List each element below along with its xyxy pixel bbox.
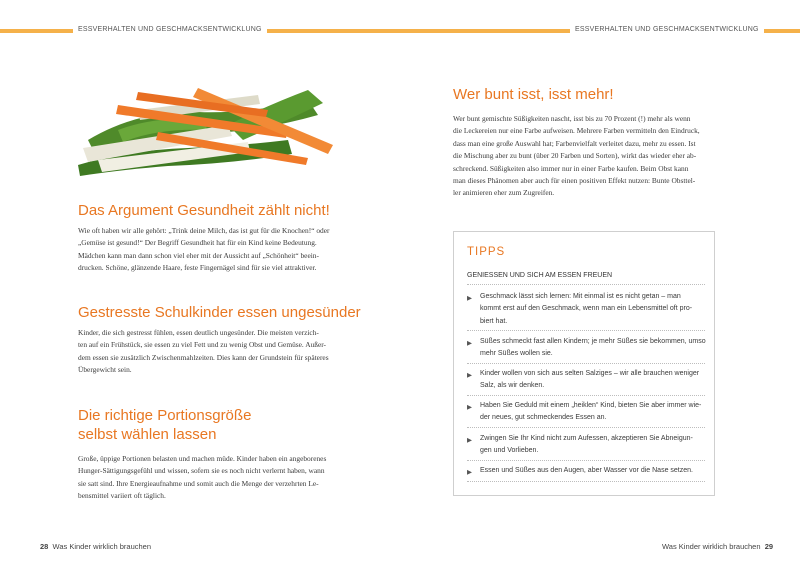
footer-title: Was Kinder wirklich brauchen <box>662 542 761 551</box>
vegetable-sticks-image <box>78 70 354 176</box>
text-line: Süßes schmeckt fast allen Kindern; je mehr Süßes sie bekommen, umso <box>480 338 706 345</box>
triangle-bullet-icon: ▶ <box>467 404 472 411</box>
text-line: dem essen sie zusätzlich Zwischenmahlzeiten. Dies kann der Grundstein für späteres <box>78 352 329 362</box>
title-line: selbst wählen lassen <box>78 426 217 443</box>
triangle-bullet-icon: ▶ <box>467 340 472 347</box>
divider <box>467 460 705 461</box>
text-line: Salz, als wir denken. <box>480 382 545 390</box>
text-line: Wer bunt gemischte Süßigkeiten nascht, isst bis zu 70 Prozent (!) mehr als wenn <box>453 114 691 123</box>
paragraph-gesundheit <box>78 225 329 275</box>
text-line: Mädchen kann man dann schon viel eher mit der Aussicht auf „Schönheit“ beein- <box>78 250 319 260</box>
text-line: mehr Süßes wollen sie. <box>480 350 553 358</box>
triangle-bullet-icon: ▶ <box>467 469 472 476</box>
text-line: Zwingen Sie Ihr Kind nicht zum Aufessen, akzeptieren Sie Abneigun- <box>480 435 693 442</box>
divider <box>467 481 705 482</box>
text-line: Wie oft haben wir alle gehört: „Trink deine Milch, das ist gut für die Knochen!“ oder <box>78 226 330 235</box>
section-title-portionsgroesse <box>78 406 251 444</box>
footer-right <box>662 542 773 551</box>
tips-subtitle: GENIESSEN UND SICH AM ESSEN FREUEN <box>467 272 613 279</box>
tip-item <box>467 465 712 477</box>
text-line: „Gemüse ist gesund!“ Der Begriff Gesundheit hat für ein Kind keine Bedeutung. <box>78 238 317 248</box>
text-line: biert hat. <box>480 317 508 325</box>
text-line: die Leckereien nur eine Farbe aufweisen. Mehrere Farben vermitteln den Eindruck, <box>453 126 700 136</box>
footer-title: Was Kinder wirklich brauchen <box>52 542 152 551</box>
text-line: schreckend. Süßigkeiten also immer nur in einer Farbe kaufen. Beim Obst kann <box>453 163 689 173</box>
tip-item <box>467 400 712 425</box>
tip-item <box>467 336 712 361</box>
title-line: Die richtige Portionsgröße <box>78 407 252 424</box>
paragraph-bunt <box>453 113 700 200</box>
running-header-left: ESSVERHALTEN UND GESCHMACKSENTWICKLUNG <box>73 26 267 33</box>
text-line: sie satt sind. Ihre Energieaufnahme und somit auch die Menge der verzehrten Le- <box>78 478 319 488</box>
text-line: die Mischung aber zu bunt (über 20 Farben und Sorten), wirkt das wieder eher ab- <box>453 151 697 161</box>
paragraph-portionsgroesse <box>78 453 326 503</box>
text-line: Kinder, die sich gestresst fühlen, essen deutlich ungesünder. Die meisten verzich- <box>78 328 319 337</box>
text-line: kommt erst auf den Geschmack, wenn man ein Lebensmittel oft pro- <box>480 305 693 313</box>
footer-left <box>40 542 151 551</box>
tips-title: TIPPS <box>467 246 506 258</box>
paragraph-schulkinder <box>78 327 329 377</box>
triangle-bullet-icon: ▶ <box>467 372 472 379</box>
text-line: Kinder wollen von sich aus selten Salziges – wir alle brauchen weniger <box>480 370 700 377</box>
text-line: Hunger-Sättigungsgefühl und wissen, sofern sie es noch nicht verlernt haben, wann <box>78 466 325 476</box>
text-line: Große, üppige Portionen belasten und machen müde. Kinder haben ein angeborenes <box>78 454 327 463</box>
divider <box>467 284 705 285</box>
section-title-bunt: Wer bunt isst, isst mehr! <box>453 86 614 103</box>
section-title-gesundheit: Das Argument Gesundheit zählt nicht! <box>78 202 330 219</box>
page-number: 28 <box>40 542 49 551</box>
text-line: der neues, gut schmeckendes Essen an. <box>480 414 607 422</box>
text-line: ten auf ein Frühstück, sie essen zu viel Fett und zu wenig Obst und Gemüse. Außer- <box>78 340 327 350</box>
tip-item <box>467 368 712 393</box>
text-line: bensmittel variiert oft täglich. <box>78 491 166 501</box>
triangle-bullet-icon: ▶ <box>467 295 472 302</box>
divider <box>467 395 705 396</box>
text-line: gen und Vorlieben. <box>480 447 539 455</box>
text-line: Haben Sie Geduld mit einem „heiklen“ Kind, bieten Sie aber immer wie- <box>480 402 702 409</box>
text-line: Geschmack lässt sich lernen: Mit einmal ist es nicht getan – man <box>480 293 681 300</box>
text-line: drucken. Schöne, glänzende Haare, feste Fingernägel sind für sie viel attraktiver. <box>78 263 317 273</box>
text-line: man dieses Phänomen aber auch für einen positiven Effekt nutzen: Bunte Obsttel- <box>453 176 696 186</box>
tips-box <box>453 231 715 496</box>
tip-item <box>467 291 712 328</box>
page-number: 29 <box>764 542 774 551</box>
text-line: dass man eine große Auswahl hat; Farbenvielfalt verleitet dazu, mehr zu essen. Ist <box>453 138 696 148</box>
right-page <box>400 0 800 572</box>
divider <box>467 330 705 331</box>
tip-item <box>467 433 712 458</box>
running-header-right: ESSVERHALTEN UND GESCHMACKSENTWICKLUNG <box>570 26 764 33</box>
text-line: Essen und Süßes aus den Augen, aber Wasser vor die Nase setzen. <box>480 467 693 474</box>
divider <box>467 363 705 364</box>
divider <box>467 427 705 428</box>
section-title-schulkinder: Gestresste Schulkinder essen ungesünder <box>78 304 361 321</box>
text-line: ler animieren eher zum Zugreifen. <box>453 188 555 198</box>
text-line: Übergewicht sein. <box>78 365 132 375</box>
triangle-bullet-icon: ▶ <box>467 437 472 444</box>
